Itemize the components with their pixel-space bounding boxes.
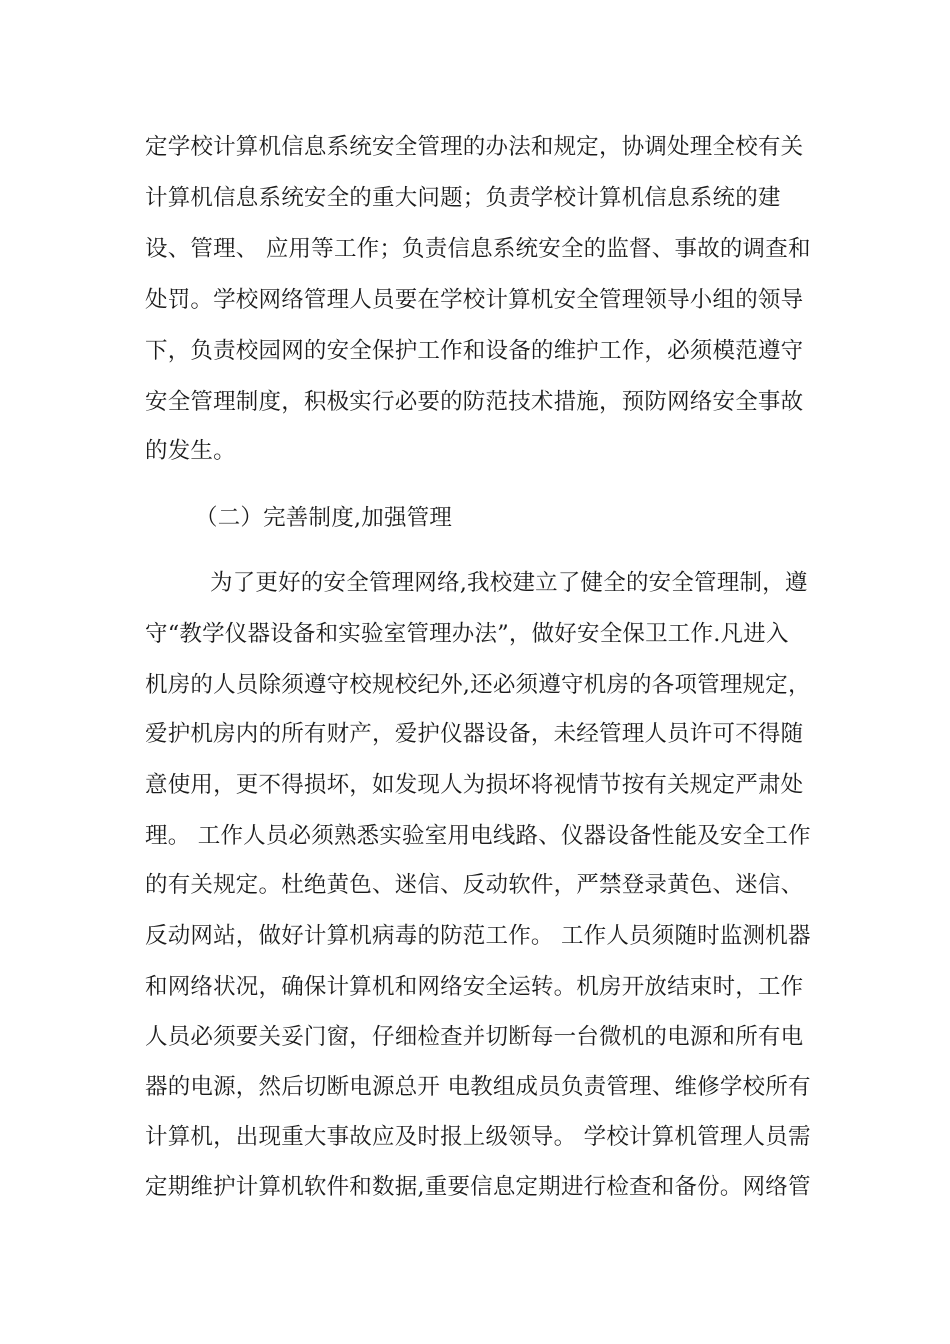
section-heading: （二）完善制度,加强管理	[195, 505, 453, 531]
paragraph-2-line-7: 的有关规定。杜绝黄色、迷信、反动软件，严禁登录黄色、迷信、	[145, 872, 804, 898]
paragraph-1-line-2: 计算机信息系统安全的重大问题；负责学校计算机信息系统的建	[145, 185, 781, 211]
paragraph-2-line-12: 计算机，出现重大事故应及时报上级领导。 学校计算机管理人员需	[145, 1124, 811, 1150]
paragraph-1-line-6: 安全管理制度，积极实行必要的防范技术措施，预防网络安全事故	[145, 389, 804, 415]
paragraph-1-line-7: 的发生。	[145, 438, 236, 464]
paragraph-2-line-1: 为了更好的安全管理网络,我校建立了健全的安全管理制，遵	[210, 570, 808, 596]
paragraph-2-line-5: 意使用，更不得损坏，如发现人为损坏将视情节按有关规定严肃处	[145, 772, 804, 798]
paragraph-2-line-4: 爱护机房内的所有财产，爱护仪器设备，未经管理人员许可不得随	[145, 721, 804, 747]
paragraph-1-line-5: 下，负责校园网的安全保护工作和设备的维护工作，必须模范遵守	[145, 338, 804, 364]
paragraph-2-line-8: 反动网站，做好计算机病毒的防范工作。 工作人员须随时监测机器	[145, 923, 811, 949]
paragraph-2-line-10: 人员必须要关妥门窗，仔细检查并切断每一台微机的电源和所有电	[145, 1024, 804, 1050]
paragraph-1-line-4: 处罚。学校网络管理人员要在学校计算机安全管理领导小组的领导	[145, 287, 804, 313]
paragraph-1-line-3: 设、管理、 应用等工作；负责信息系统安全的监督、事故的调查和	[145, 236, 811, 262]
paragraph-2-line-2: 守“教学仪器设备和实验室管理办法”，做好安全保卫工作.凡进入	[145, 621, 789, 647]
paragraph-2-line-11: 器的电源，然后切断电源总开 电教组成员负责管理、维修学校所有	[145, 1074, 811, 1100]
paragraph-2-line-13: 定期维护计算机软件和数据,重要信息定期进行检查和备份。网络管	[145, 1174, 811, 1200]
paragraph-2-line-6: 理。 工作人员必须熟悉实验室用电线路、仪器设备性能及安全工作	[145, 823, 811, 849]
paragraph-2-line-9: 和网络状况，确保计算机和网络安全运转。机房开放结束时，工作	[145, 974, 804, 1000]
paragraph-1-line-1: 定学校计算机信息系统安全管理的办法和规定，协调处理全校有关	[145, 134, 804, 160]
paragraph-2-line-3: 机房的人员除须遵守校规校纪外,还必须遵守机房的各项管理规定，	[145, 672, 811, 698]
